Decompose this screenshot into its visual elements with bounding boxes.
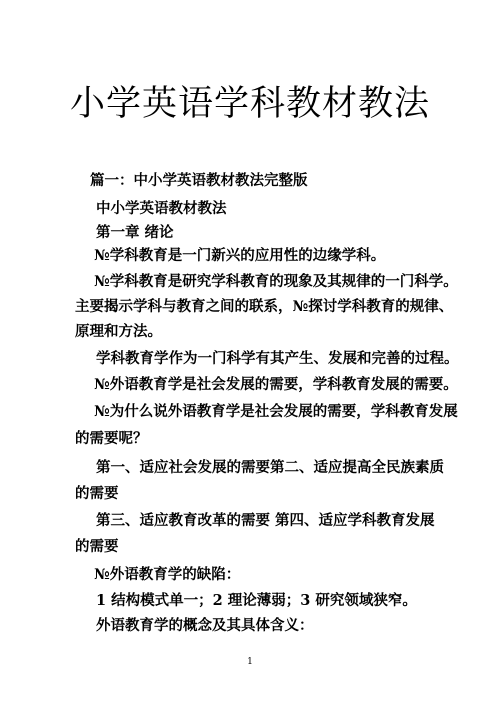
text-line: №学科教育是一门新兴的应用性的边缘学科。 xyxy=(94,247,386,264)
text-line: 第一章 绪论 xyxy=(96,224,174,241)
text-line: 学科教育学作为一门科学有其产生、发展和完善的过程。 xyxy=(96,350,459,367)
text-line: №为什么说外语教育学是社会发展的需要，学科教育发展 xyxy=(94,403,458,420)
text-line: 1 结构模式单一；2 理论薄弱；3 研究领域狭窄。 xyxy=(96,592,417,609)
text-line: 中小学英语教材教法 xyxy=(96,200,227,217)
text-line: №学科教育是研究学科教育的现象及其规律的一门科学。 xyxy=(94,273,458,290)
text-line: 第三、适应教育改革的需要 第四、适应学科教育发展 xyxy=(96,512,435,529)
text-line: 主要揭示学科与教育之间的联系，№探讨学科教育的规律、 xyxy=(75,298,454,315)
text-line: №外语教育学是社会发展的需要，学科教育发展的需要。 xyxy=(94,376,458,393)
text-line: 的需要呢？ xyxy=(75,430,148,447)
text-line: 篇一：中小学英语教材教法完整版 xyxy=(90,172,308,189)
text-line: 原理和方法。 xyxy=(75,323,162,340)
page-number: 1 xyxy=(247,657,253,667)
document-title: 小学英语学科教材教法 xyxy=(69,84,430,124)
text-line: 外语教育学的概念及其具体含义： xyxy=(96,617,314,634)
text-line: №外语教育学的缺陷： xyxy=(94,566,241,583)
text-line: 第一、适应社会发展的需要第二、适应提高全民族素质 xyxy=(96,459,444,476)
text-line: 的需要 xyxy=(75,538,119,555)
text-line: 的需要 xyxy=(75,485,119,502)
